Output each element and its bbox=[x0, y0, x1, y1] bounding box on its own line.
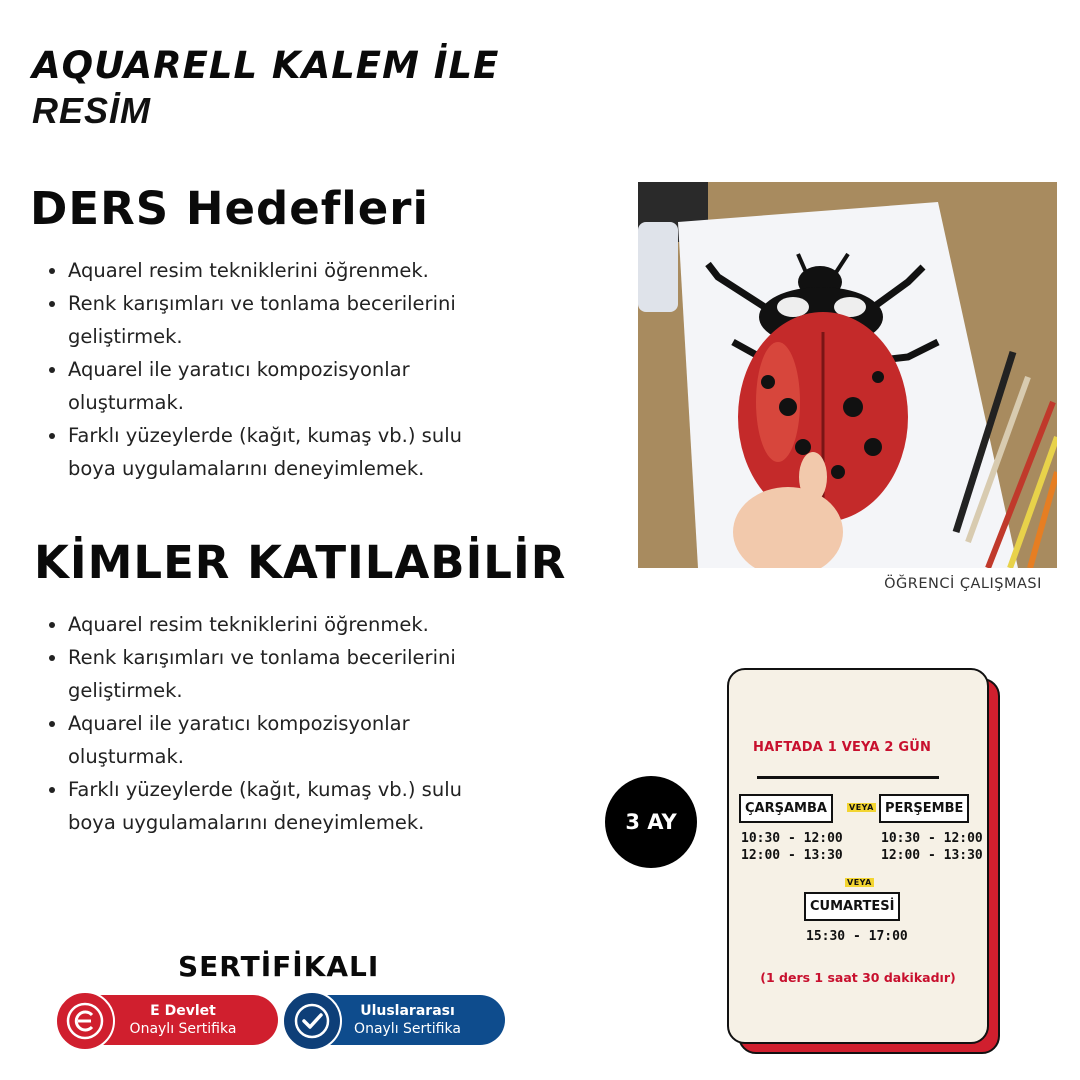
list-item: Aquarel resim tekniklerini öğrenmek. bbox=[68, 608, 468, 641]
goals-list bbox=[68, 254, 468, 485]
or-label: VEYA bbox=[847, 878, 872, 887]
schedule-card bbox=[727, 668, 989, 1044]
list-item: Aquarel resim tekniklerini öğrenmek. bbox=[68, 254, 468, 287]
divider bbox=[757, 776, 939, 779]
or-label: VEYA bbox=[849, 803, 874, 812]
badge-line2: Onaylı Sertifika bbox=[354, 1021, 461, 1037]
list-item: Renk karışımları ve tonlama becerilerini geliştirmek. bbox=[68, 287, 468, 353]
times-saturday bbox=[806, 928, 908, 945]
list-item: Farklı yüzeylerde (kağıt, kumaş vb.) sulu boya uygulamalarını deneyimlemek. bbox=[68, 419, 468, 485]
checkmark-icon bbox=[282, 991, 342, 1051]
time-slot: 15:30 - 17:00 bbox=[806, 929, 908, 944]
list-item: Aquarel ile yaratıcı kompozisyonlar oluşturmak. bbox=[68, 707, 468, 773]
e-devlet-logo-icon bbox=[55, 991, 115, 1051]
time-slot: 12:00 - 13:30 bbox=[741, 848, 843, 863]
badge-line1: E Devlet bbox=[150, 1003, 216, 1019]
schedule-frequency: HAFTADA 1 VEYA 2 GÜN bbox=[753, 740, 932, 755]
lesson-duration-note: (1 ders 1 saat 30 dakikadır) bbox=[760, 970, 956, 985]
badge-line2: Onaylı Sertifika bbox=[129, 1021, 237, 1037]
time-slot: 10:30 - 12:00 bbox=[741, 831, 843, 846]
day-wednesday: ÇARŞAMBA bbox=[739, 794, 833, 823]
ladybug-drawing-illustration bbox=[638, 182, 1057, 568]
times-thursday bbox=[881, 830, 983, 864]
day-saturday: CUMARTESİ bbox=[804, 892, 900, 921]
day-thursday: PERŞEMBE bbox=[879, 794, 969, 823]
student-work-photo bbox=[638, 182, 1057, 568]
audience-heading: KİMLER KATILABİLİR bbox=[34, 536, 567, 589]
goals-heading: DERS Hedefleri bbox=[30, 182, 429, 235]
audience-list bbox=[68, 608, 468, 839]
course-title: AQUARELL KALEM İLE bbox=[32, 44, 500, 87]
course-subtitle: RESİM bbox=[32, 90, 152, 131]
photo-caption: ÖĞRENCİ ÇALIŞMASI bbox=[884, 576, 1042, 592]
list-item: Aquarel ile yaratıcı kompozisyonlar oluşturmak. bbox=[68, 353, 468, 419]
time-slot: 10:30 - 12:00 bbox=[881, 831, 983, 846]
list-item: Farklı yüzeylerde (kağıt, kumaş vb.) sulu boya uygulamalarını deneyimlemek. bbox=[68, 773, 468, 839]
duration-label: 3 AY bbox=[625, 810, 677, 834]
certificate-title: SERTİFİKALI bbox=[178, 950, 380, 983]
time-slot: 12:00 - 13:30 bbox=[881, 848, 983, 863]
list-item: Renk karışımları ve tonlama becerilerini geliştirmek. bbox=[68, 641, 468, 707]
duration-badge bbox=[605, 776, 697, 868]
badge-line1: Uluslararası bbox=[360, 1003, 455, 1019]
times-wednesday bbox=[741, 830, 843, 864]
